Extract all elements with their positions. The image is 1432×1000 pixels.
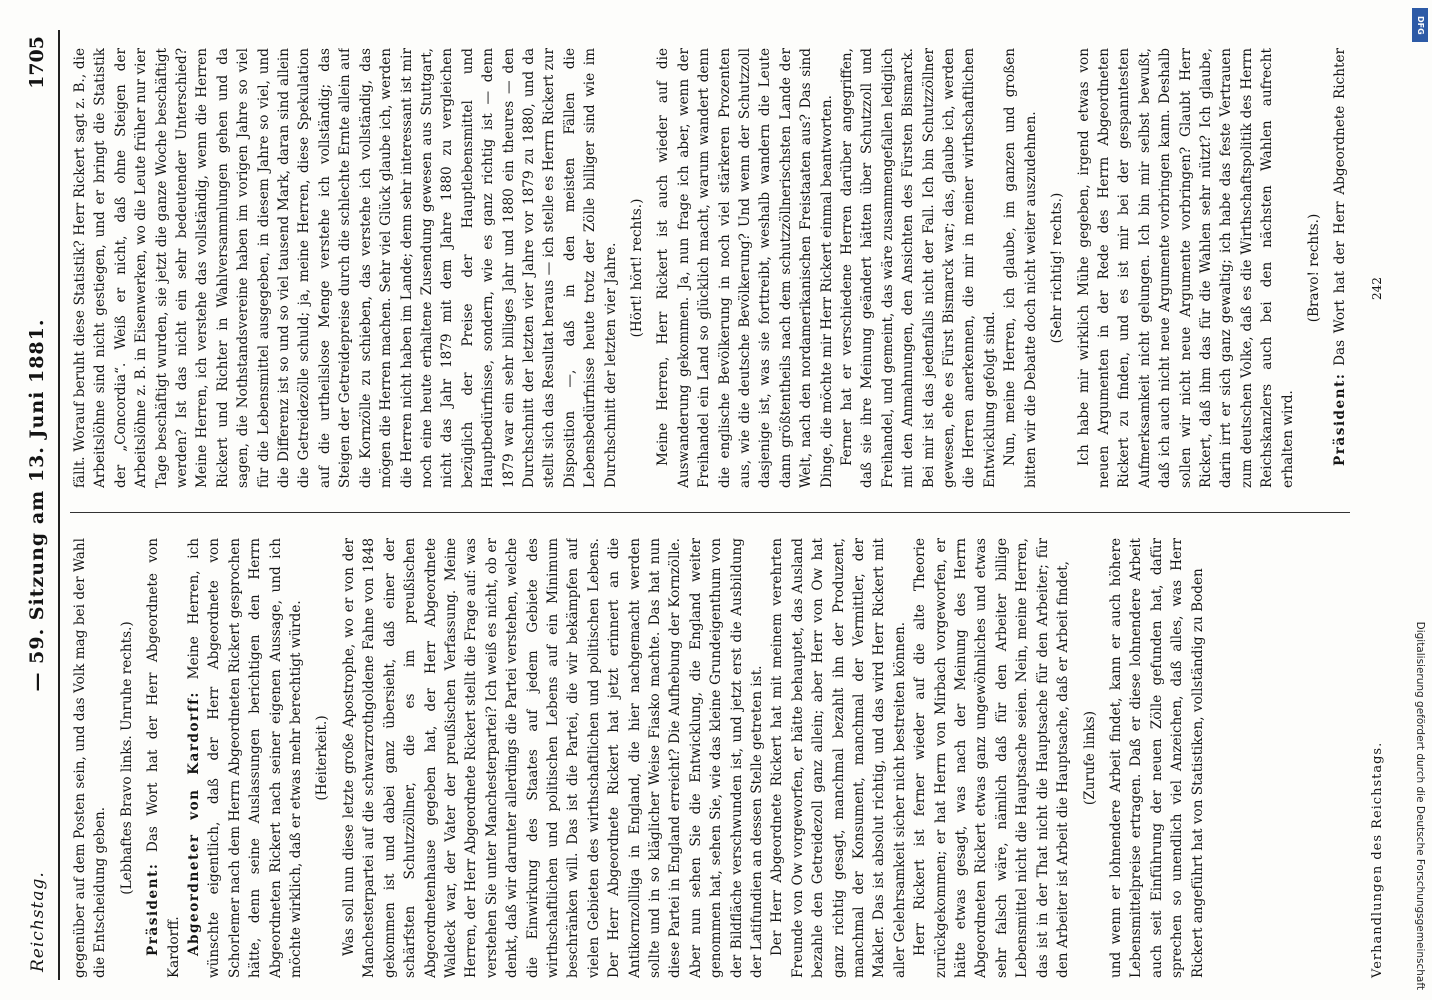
body-paragraph: Was soll nun diese letzte große Apostrophe, wo er von der Manchesterpartei auf die schwarzrothgoldene Fahne von 1848 gekommen ist und dabei ganz übersieht, daß einer der schärfsten Schutzzöllner, die es im preußischen Abgeordnetenhause gegeben hat, der Herr Abgeordnete Waldeck war, der Vater der preußischen Verfassung. Meine Herren, der Herr Abgeordnete Rickert stellt die Frage auf: was verstehen Sie unter Manchesterpartei? Ich weiß es nicht, ob er denkt, daß wir darunter allerdings die Partei verstehen, welche die Einwirkung des Staates auf jedem Gebiete des wirthschaftlichen und politischen Lebens auf ein Minimum beschränken will. Das ist die Partei, die wir bekämpfen auf vielen Gebieten des wirthschaftlichen und politischen Lebens. Der Herr Abgeordnete Rickert hat jetzt erinnert an die Antikornzollliga in England, die hier nachgemacht werden sollte und in so kläglicher Weise Fiasko machte. Das hat nun diese Partei in England erreicht? Die Aufhebung der Kornzölle. Aber nun sehen Sie die Entwicklung, die England weiter genommen hat, sehen Sie, wie das kleine Grundeigenthum von der Bildfläche verschwunden ist, und jetzt erst die Ausbildung der Latifundien an dessen Stelle getreten ist.: [340, 538, 765, 978]
interjection: (Bravo! rechts.): [1305, 213, 1322, 323]
left-column: [70, 538, 1350, 978]
body-paragraph: Herr Rickert ist ferner wieder auf die alte Theorie zurückgekommen; er hat Herrn von Mirbach vorgeworfen, er hätte etwas gesagt, was nach der Meinung des Herrn Abgeordneten Rickert etwas ganz ungewöhnliches und etwas sehr falsch wäre, nämlich daß für den Arbeiter billige Lebensmittel nicht die Hauptsache seien. Nein, meine Herren, das ist in der That nicht die Hauptsache für den Arbeiter; für den Arbeiter ist Arbeit die Hauptsache, daß er Arbeit findet,: [912, 538, 1072, 978]
body-paragraph: Ferner hat er verschiedene Herren darüber angegriffen, daß sie ihre Meinung geändert hätten über Schutzzoll und Freihandel, und gemeint, das wäre zusammengefallen lediglich mit den Anmahnungen, den Ansichten des Fürsten Bismarck. Bei mir ist das jedenfalls nicht der Fall. Ich bin Schutzzöllner gewesen, ehe es Fürst Bismarck war; das, glaube ich, werden die Herren anerkennen, die mir in meiner wirthschaftlichen Entwicklung gefolgt sind.: [839, 48, 998, 488]
digitization-strip: [1408, 0, 1432, 1000]
speech-text: Das Wort hat der Herr Abgeordnete von Kardorff.: [145, 538, 182, 978]
body-paragraph: Ich habe mir wirklich Mühe gegeben, irgend etwas von neuen Argumenten in der Rede des Herrn Abgeordneten Rickert zu finden, und es ist mir bei der gespanntesten Aufmerksamkeit nicht gelungen. Ich bin mir selbst bewußt, daß ich auch nicht neue Argumente vorbringen kann. Deshalb sollen wir nicht neue Argumente vorbringen? Glaubt Herr Rickert, daß ihm das für die Wahlen sehr nützt? Ich glaube, darin irrt er sich ganz gewaltig; ich habe das feste Vertrauen zum deutschen Volke, daß es die Wirthschaftspolitik des Herrn Reichskanzlers auch bei den nächsten Wahlen aufrecht erhalten wird.: [1075, 48, 1296, 488]
sheet-signature: 242: [1370, 277, 1384, 300]
body-paragraph: Der Herr Abgeordnete Rickert hat mit meinem verehrten Freunde von Ow vorgeworfen, er hätte behauptet, das Ausland bezahle den Getreidezoll ganz allein; aber Herr von Ow hat ganz richtig gesagt, manchmal bezahlt ihn der Produzent, manchmal der Konsument, manchmal der Vermittler, der Makler. Das ist absolut richtig, und das wird Herr Rickert mit aller Gelehrsamkeit sicher nicht bestreiten können.: [769, 538, 908, 978]
interjection: (Lebhaftes Bravo links. Unruhe rechts.): [118, 621, 135, 895]
body-paragraph: und wenn er lohnendere Arbeit findet, kann er auch höhere Lebensmittelpreise ertragen. Daß er diese lohnendere Arbeit auch seit Einführung der neuen Zölle gefunden hat, dafür sprechen so unendlich viel Anzeichen, daß alles, was Herr Rickert angeführt hat von Statistiken, vollständig zu Boden: [1107, 538, 1206, 978]
interjection: (Hört! hört! rechts.): [628, 198, 645, 338]
speech-text: Das Wort hat der Herr Abgeordnete Richter: [1332, 48, 1349, 366]
right-column: [70, 48, 1350, 488]
speaker-name: Abgeordneter von Kardorff:: [186, 691, 203, 956]
interjection: (Heiterkeit.): [314, 715, 331, 801]
speech-paragraph: [143, 538, 184, 978]
running-header: [22, 30, 60, 980]
body-paragraph: Nun, meine Herren, ich glaube, im ganzen und großen bitten wir die Debatte doch nicht weiter auszudehnen.: [1002, 48, 1039, 488]
body-paragraph: gegenüber auf dem Posten sein, und das Volk mag bei der Wahl die Entscheidung geben.: [72, 538, 109, 978]
dfg-logo: DFG: [1412, 8, 1428, 42]
speech-paragraph: [184, 538, 306, 978]
footer-label: Verhandlungen des Reichstags.: [1370, 741, 1385, 978]
page-number: 1705: [26, 36, 48, 89]
body-paragraph: fällt. Worauf beruht diese Statistik? Herr Rickert sagt z. B., die Arbeitslöhne sind nicht gestiegen, und er bringt die Statistik der „Concordia“. Weiß er nicht, daß ohne Steigen der Arbeitslöhne z. B. in Eisenwerken, wo die Leute früher nur vier Tage beschäftigt wurden, sie jetzt die ganze Woche beschäftigt werden? Ist das nicht ein sehr bedeutender Unterschied? Meine Herren, ich verstehe das vollständig, wenn die Herren Rickert und Richter in Wahlversammlungen gehen und da sagen, die Nothstandsvereine haben im vorigen Jahre so viel für die Lebensmittel ausgegeben, in diesem Jahre so viel, und die Differenz ist so und so viel tausend Mark, daran sind allein die Getreidezölle schuld; ja, meine Herren, diese Spekulation auf die urtheilslose Menge verstehe ich vollständig; das Steigen der Getreidepreise durch die schlechte Ernte allein auf die Kornzölle zu schieben, das verstehe ich vollständig, das mögen die Herren machen. Sehr viel Glück glaube ich, werden die Herren nicht haben im Lande; denn sehr interessant ist mir noch eine heute erhaltene Zusendung gewesen aus Stuttgart, nicht das Jahr 1879 mit dem Jahre 1880 zu vergleichen bezüglich der Preise der Hauptlebensmittel und Hauptbedürfnisse, sondern, wie es ganz richtig ist — denn 1879 war ein sehr billiges Jahr und 1880 ein theures — den Durchschnitt der letzten vier Jahre vor 1879 zu 1880, und da stellt sich das Resultat heraus — ich stelle es Herrn Rickert zur Disposition —, daß in den meisten Fällen die Lebensbedürfnisse heute trotz der Zölle billiger sind wie im Durchschnitt der letzten vier Jahre.: [72, 48, 619, 488]
body-paragraph: Meine Herren, Herr Rickert ist auch wieder auf die Auswanderung gekommen. Ja, nun frage ich aber, wenn der Freihandel ein Land so glücklich macht, warum wandert denn die englische Bevölkerung in noch viel stärkeren Prozenten aus, wie die deutsche Bevölkerung? Und wenn der Schutzzoll dasjenige ist, was sie forttreibt, weshalb wandern die Leute dann größtentheils nach dem schutzzöllnerischsten Lande der Welt, nach den nordamerikanischen Freistaaten aus? Das sind Dinge, die möchte mir Herr Rickert einmal beantworten.: [655, 48, 835, 488]
speaker-name: Präsident:: [1332, 372, 1349, 466]
digitization-note: Digitalisierung gefördert durch die Deutsche Forschungsgemeinschaft: [1414, 621, 1426, 990]
speech-text: Meine Herren, ich wünschte eigentlich, daß der Herr Abgeordnete von Schorlemer nach dem Herrn Abgeordneten Rickert gesprochen hätte, denn seine Auslassungen berichtigen den Herrn Abgeordneten Rickert nach seiner eigenen Aussage, und ich möchte wirklich, daß er etwas mehr berechtigt würde.: [186, 538, 305, 978]
speaker-name: Präsident:: [145, 862, 162, 956]
interjection: (Zurufe links): [1081, 710, 1098, 806]
interjection: (Sehr richtig! rechts.): [1049, 192, 1066, 344]
header-session: — 59. Sitzung am 13. Juni 1881.: [26, 318, 48, 692]
header-title: Reichstag.: [28, 871, 48, 972]
column-divider: [70, 512, 1350, 513]
speech-paragraph: [1330, 48, 1350, 488]
